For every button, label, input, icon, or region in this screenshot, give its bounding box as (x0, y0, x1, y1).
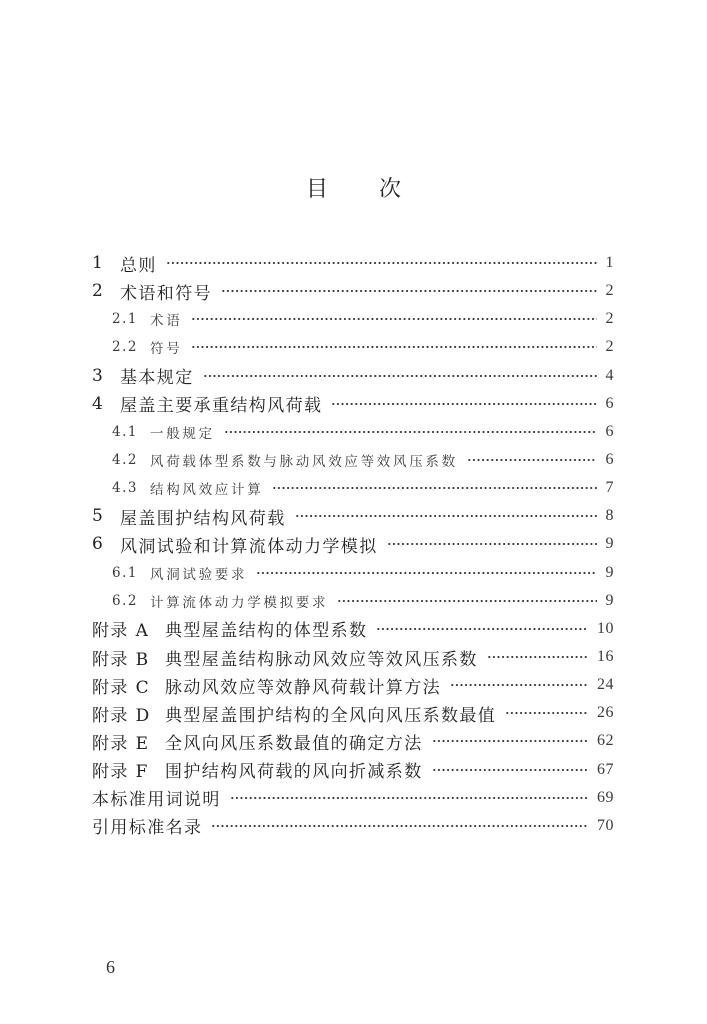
toc-subentry (92, 333, 614, 361)
dot-leader (191, 345, 596, 349)
toc-entry-page: 9 (605, 563, 614, 581)
toc-entry-title: 典型屋盖结构脉动风效应等效风压系数 (165, 649, 478, 670)
toc-entry-page: 70 (597, 816, 614, 834)
toc-subentry (92, 305, 614, 333)
toc-entry-title: 全风向风压系数最值的确定方法 (165, 733, 423, 754)
dot-leader (203, 374, 597, 378)
toc-entry-page: 26 (597, 704, 614, 722)
toc-subentry (92, 474, 614, 502)
toc-entry (92, 390, 614, 418)
toc-appendix-entry (92, 671, 614, 699)
toc-entry (92, 249, 614, 277)
toc-appendix-entry (92, 727, 614, 755)
toc-entry-page: 6 (605, 422, 614, 440)
page-number: 6 (106, 957, 115, 977)
toc-entry-page: 8 (605, 507, 614, 525)
toc-entry-page: 6 (605, 394, 614, 412)
toc-entry-number: 4 (92, 393, 105, 414)
toc-entry-page: 16 (597, 648, 614, 666)
dot-leader (505, 711, 588, 715)
dot-leader (256, 571, 596, 575)
toc-entry-title: 屋盖围护结构风荷载 (120, 508, 286, 529)
toc-entry (92, 502, 614, 530)
toc-entry-page: 10 (597, 619, 614, 637)
toc-entry-title: 结构风效应计算 (150, 482, 264, 499)
toc-entry-title: 脉动风效应等效静风荷载计算方法 (165, 677, 441, 698)
toc-entry-number: 附录 A (92, 621, 150, 642)
dot-leader (331, 402, 596, 406)
dot-leader (166, 261, 597, 265)
page-title: 目 次 (306, 177, 401, 202)
toc-entry-title: 基本规定 (120, 368, 194, 389)
toc-entry-number: 3 (92, 365, 105, 386)
toc-entry-number: 附录 D (92, 705, 151, 726)
toc-entry-page: 62 (597, 732, 614, 750)
table-of-contents (92, 249, 614, 840)
toc-appendix-entry (92, 756, 614, 784)
toc-entry (92, 784, 614, 812)
toc-entry-number: 6 (92, 534, 105, 555)
toc-subentry (92, 559, 614, 587)
dot-leader (221, 289, 597, 293)
dot-leader (295, 514, 597, 518)
toc-entry (92, 812, 614, 840)
dot-leader (450, 683, 588, 687)
toc-entry-title: 计算流体动力学模拟要求 (150, 594, 329, 611)
toc-entry-page: 9 (605, 535, 614, 553)
toc-entry-page: 1 (605, 254, 614, 272)
toc-subentry (92, 446, 614, 474)
toc-entry-title: 风荷载体型系数与脉动风效应等效风压系数 (150, 454, 458, 471)
toc-entry (92, 530, 614, 558)
dot-leader (432, 739, 588, 743)
dot-leader (467, 458, 597, 462)
toc-entry-title: 本标准用词说明 (92, 790, 221, 811)
toc-entry-number: 附录 F (92, 762, 149, 783)
toc-entry-number: 4.1 (112, 423, 138, 440)
toc-subentry (92, 418, 614, 446)
dot-leader (230, 796, 588, 800)
toc-entry-title: 风洞试验和计算流体动力学模拟 (120, 536, 378, 557)
toc-appendix-entry (92, 643, 614, 671)
toc-entry-number: 4.3 (112, 480, 138, 497)
toc-entry (92, 277, 614, 305)
toc-entry-number: 2 (92, 281, 105, 302)
toc-entry-number: 附录 E (92, 733, 150, 754)
dot-leader (224, 430, 597, 434)
toc-entry-page: 4 (605, 366, 614, 384)
toc-entry-number: 附录 B (92, 649, 150, 670)
toc-entry-page: 67 (597, 760, 614, 778)
toc-entry-title: 术语 (150, 313, 183, 330)
toc-entry-page: 6 (605, 451, 614, 469)
toc-entry-number: 4.2 (112, 452, 138, 469)
toc-entry-number: 6.2 (112, 592, 138, 609)
toc-entry-page: 2 (605, 310, 614, 328)
toc-entry-number: 5 (92, 506, 105, 527)
toc-subentry (92, 587, 614, 615)
toc-entry-page: 2 (605, 338, 614, 356)
toc-entry-page: 9 (605, 591, 614, 609)
toc-entry-page: 69 (597, 788, 614, 806)
toc-entry (92, 362, 614, 390)
dot-leader (191, 317, 596, 321)
toc-entry-title: 典型屋盖围护结构的全风向风压系数最值 (165, 705, 497, 726)
dot-leader (487, 655, 588, 659)
toc-entry-title: 屋盖主要承重结构风荷载 (120, 396, 323, 417)
dot-leader (337, 599, 596, 603)
dot-leader (432, 768, 588, 772)
toc-entry-page: 24 (597, 676, 614, 694)
toc-entry-title: 总则 (120, 255, 157, 276)
toc-entry-page: 7 (605, 479, 614, 497)
toc-entry-title: 风洞试验要求 (150, 566, 248, 583)
toc-appendix-entry (92, 615, 614, 643)
toc-entry-title: 围护结构风荷载的风向折减系数 (165, 762, 423, 783)
dot-leader (211, 824, 588, 828)
toc-entry-number: 2.2 (112, 339, 138, 356)
toc-entry-number: 2.1 (112, 311, 138, 328)
toc-entry-title: 一般规定 (150, 425, 215, 442)
toc-entry-number: 1 (92, 253, 105, 274)
toc-appendix-entry (92, 699, 614, 727)
toc-entry-number: 6.1 (112, 564, 138, 581)
dot-leader (376, 627, 588, 631)
dot-leader (387, 542, 597, 546)
dot-leader (272, 486, 596, 490)
toc-entry-title: 典型屋盖结构的体型系数 (165, 621, 368, 642)
toc-entry-number: 附录 C (92, 677, 151, 698)
toc-entry-title: 符号 (150, 341, 183, 358)
toc-entry-title: 引用标准名录 (92, 818, 203, 839)
toc-entry-title: 术语和符号 (120, 283, 212, 304)
toc-entry-page: 2 (605, 282, 614, 300)
